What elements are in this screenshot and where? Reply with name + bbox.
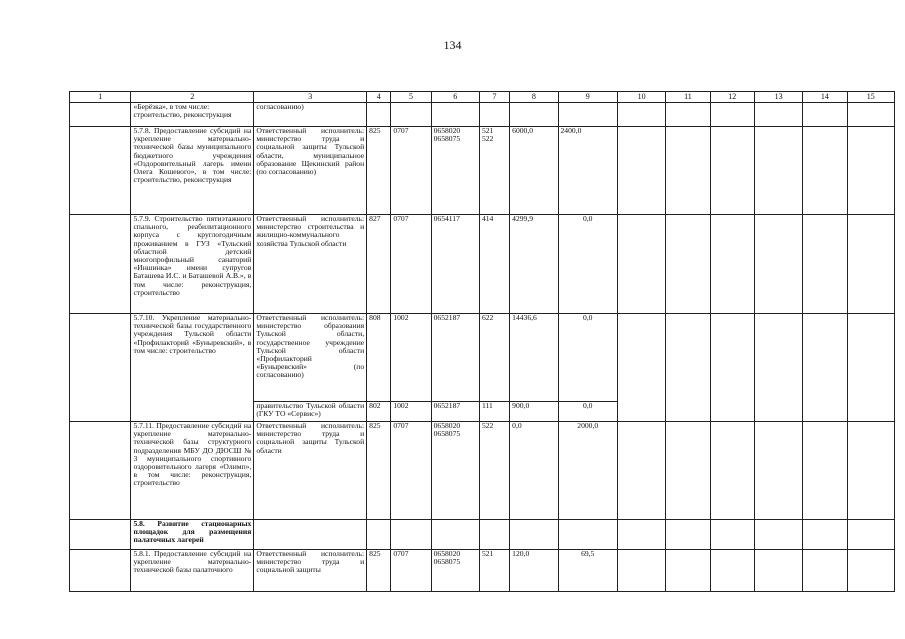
col-header-3: 3 <box>254 92 367 103</box>
table-row <box>70 314 895 402</box>
amount-cell: 0,0 <box>558 215 617 314</box>
measure-cell: 5.7.8. Предоставление субсидий на укрепление материально-технической базы муниципального бюджетного учреждения «Оздоровительный лагерь имени Олега Кошевого», в том числе: строительство, реконструкция <box>131 127 254 215</box>
target-article-cell: 0652187 <box>431 314 479 402</box>
col-header-7: 7 <box>479 92 509 103</box>
code-cell: 825 <box>367 550 391 592</box>
section-cell: 0707 <box>391 422 431 520</box>
expense-type-cell: 522 <box>479 422 509 520</box>
amount-cell: 0,0 <box>558 314 617 402</box>
col-header-11: 11 <box>666 92 710 103</box>
executor-cell: Ответственный исполнитель: министерство труда и социальной защиты Тульской области <box>254 422 367 520</box>
executor-cell: Ответственный исполнитель: министерство труда и социальной защиты Тульской области, муниципальное образование Щекинский район (по согласованию) <box>254 127 367 215</box>
target-article-cell: 0654117 <box>431 215 479 314</box>
expense-type-cell: 111 <box>479 402 509 422</box>
executor-cell: согласованию) <box>254 103 367 127</box>
amount-cell: 14436,6 <box>510 314 558 402</box>
target-article-cell: 0658020 0658075 <box>431 127 479 215</box>
col-header-1: 1 <box>70 92 131 103</box>
amount-cell: 2400,0 <box>558 127 617 215</box>
code-cell: 827 <box>367 215 391 314</box>
table-row <box>70 422 895 520</box>
target-article-cell: 0652187 <box>431 402 479 422</box>
table-row <box>70 550 895 592</box>
col-header-8: 8 <box>510 92 558 103</box>
col-header-15: 15 <box>847 92 894 103</box>
amount-cell: 4299,9 <box>510 215 558 314</box>
table-row <box>70 127 895 215</box>
table-row <box>70 520 895 550</box>
header-row <box>70 92 895 103</box>
page-number: 134 <box>443 38 462 52</box>
amount-cell: 120,0 <box>510 550 558 592</box>
section-cell: 1002 <box>391 402 431 422</box>
col-header-14: 14 <box>803 92 847 103</box>
section-cell: 0707 <box>391 127 431 215</box>
budget-table <box>69 91 895 592</box>
amount-cell: 0,0 <box>558 402 617 422</box>
section-heading: 5.8. Развитие стационарных площадок для размещения палаточных лагерей <box>131 520 254 550</box>
col-header-6: 6 <box>431 92 479 103</box>
section-cell: 0707 <box>391 550 431 592</box>
col-header-4: 4 <box>367 92 391 103</box>
measure-cell: 5.8.1. Предоставление субсидий на укрепление материально-технической базы палаточного <box>131 550 254 592</box>
executor-cell: Ответственный исполнитель: министерство образования Тульской области, государственное учреждение Тульской области «Профилакторий «Буныревский» (по согласованию) <box>254 314 367 402</box>
measure-cell: 5.7.10. Укрепление материально-технической базы государственного учреждения Тульской области «Профилакторий «Буныревский», в том числе: строительство <box>131 314 254 422</box>
expense-type-cell: 622 <box>479 314 509 402</box>
expense-type-cell: 521 <box>479 550 509 592</box>
measure-cell: 5.7.9. Строительство пятиэтажного спального, реабилитационного корпуса с круглогодичным проживанием в ГУЗ «Тульский областной детский многопрофильный санаторий «Иншинка» имени супругов Баташева И.С. и Баташевой А.В.», в том числе: реконструкция, строительство <box>131 215 254 314</box>
executor-cell: правительство Тульской области (ГКУ ТО «Сервис») <box>254 402 367 422</box>
code-cell: 802 <box>367 402 391 422</box>
col-header-13: 13 <box>754 92 802 103</box>
executor-cell: Ответственный исполнитель: министерство труда и социальной защиты <box>254 550 367 592</box>
target-article-cell: 0658020 0658075 <box>431 422 479 520</box>
code-cell: 825 <box>367 127 391 215</box>
section-cell: 0707 <box>391 215 431 314</box>
code-cell: 825 <box>367 422 391 520</box>
amount-cell: 69,5 <box>558 550 617 592</box>
section-cell: 1002 <box>391 314 431 402</box>
target-article-cell: 0658020 0658075 <box>431 550 479 592</box>
table-row <box>70 215 895 314</box>
col-header-12: 12 <box>710 92 754 103</box>
col-header-2: 2 <box>131 92 254 103</box>
amount-cell: 0,0 <box>510 422 558 520</box>
measure-cell: «Берёзка», в том числе: строительство, реконструкция <box>131 103 254 127</box>
executor-cell: Ответственный исполнитель: министерство строительства и жилищно-коммунального хозяйства Тульской области <box>254 215 367 314</box>
expense-type-cell: 521 522 <box>479 127 509 215</box>
amount-cell: 2000,0 <box>558 422 617 520</box>
col-header-5: 5 <box>391 92 431 103</box>
measure-cell: 5.7.11. Предоставление субсидий на укрепление материально-технической базы структурного подразделения МБУ ДО ДЮСШ № 3 муниципального спортивного оздоровительного лагеря «Олимп», в том числе: реконструкция, строительство <box>131 422 254 520</box>
code-cell: 808 <box>367 314 391 402</box>
amount-cell: 6000,0 <box>510 127 558 215</box>
expense-type-cell: 414 <box>479 215 509 314</box>
col-header-9: 9 <box>558 92 617 103</box>
amount-cell: 900,0 <box>510 402 558 422</box>
table-row <box>70 103 895 127</box>
col-header-10: 10 <box>617 92 665 103</box>
